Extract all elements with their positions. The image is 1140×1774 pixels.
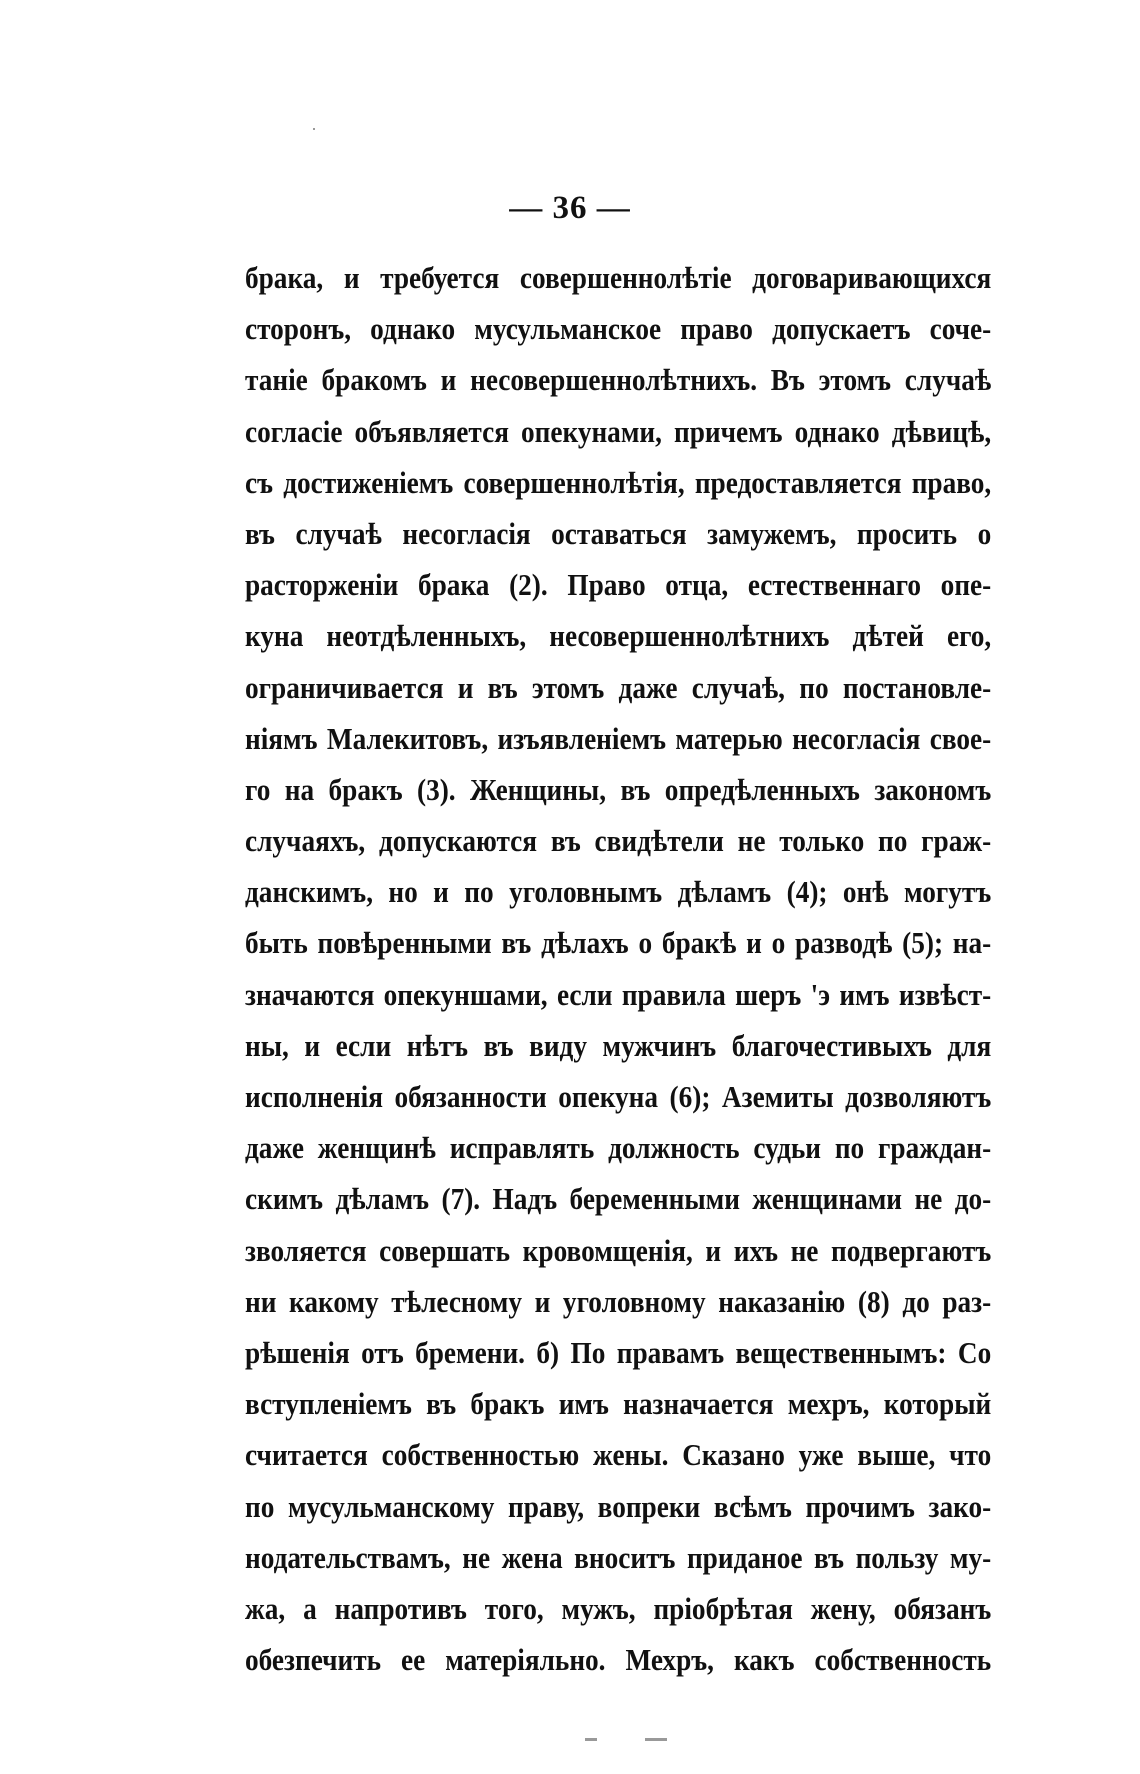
page-number: — 36 — [509, 190, 631, 226]
text-line: таніе бракомъ и несовершеннолѣтнихъ. Въ этомъ случаѣ [245, 362, 992, 398]
scan-speck [585, 1738, 597, 1741]
text-line: расторженіи брака (2). Право отца, естественнаго опе- [245, 567, 992, 603]
text-line: вступленіемъ въ бракъ имъ назначается мехръ, который [245, 1386, 992, 1422]
text-line: по мусульманскому праву, вопреки всѣмъ прочимъ зако- [245, 1488, 992, 1524]
text-line: ни какому тѣлесному и уголовному наказанію (8) до раз- [245, 1283, 992, 1319]
text-line: го на бракъ (3). Женщины, въ опредѣленныхъ закономъ [245, 771, 992, 807]
text-line: съ достиженіемъ совершеннолѣтія, предоставляется право, [245, 464, 992, 500]
text-line: считается собственностью жены. Сказано уже выше, что [245, 1437, 992, 1473]
text-line: ограничивается и въ этомъ даже случаѣ, по постановле- [245, 669, 992, 705]
text-line: жа, а напротивъ того, мужъ, пріобрѣтая жену, обязанъ [245, 1590, 992, 1626]
scan-speck [313, 128, 315, 130]
text-line: нодательствамъ, не жена вноситъ приданое въ пользу му- [245, 1539, 992, 1575]
body-text [245, 252, 991, 1685]
text-line: быть повѣренными въ дѣлахъ о бракѣ и о разводѣ (5); на- [245, 925, 992, 961]
text-line: обезпечить ее матеріяльно. Мехръ, какъ собственность [245, 1642, 992, 1678]
text-line: согласіе объявляется опекунами, причемъ однако дѣвицѣ, [245, 413, 992, 449]
text-line: данскимъ, но и по уголовнымъ дѣламъ (4); онѣ могутъ [245, 874, 992, 910]
text-line: значаются опекуншами, если правила шеръ 'э имъ извѣст- [245, 976, 992, 1012]
text-line: ніямъ Малекитовъ, изъявленіемъ матерью несогласія свое- [245, 720, 992, 756]
scan-speck [645, 1738, 667, 1741]
text-line: даже женщинѣ исправлять должность судьи по граждан- [245, 1130, 992, 1166]
text-line: зволяется совершать кровомщенія, и ихъ не подвергаютъ [245, 1232, 992, 1268]
text-line: случаяхъ, допускаются въ свидѣтели не только по граж- [245, 823, 992, 859]
text-line: рѣшенія отъ бремени. б) По правамъ вещественнымъ: Со [245, 1334, 992, 1370]
text-line: брака, и требуется совершеннолѣтіе договаривающихся [245, 260, 992, 295]
text-line: куна неотдѣленныхъ, несовершеннолѣтнихъ дѣтей его, [245, 618, 992, 654]
text-line: въ случаѣ несогласія оставаться замужемъ, просить о [245, 515, 992, 551]
text-line: скимъ дѣламъ (7). Надъ беременными женщинами не до- [245, 1181, 992, 1217]
text-line: ны, и если нѣтъ въ виду мужчинъ благочестивыхъ для [245, 1027, 992, 1063]
text-line: сторонъ, однако мусульманское право допускаетъ соче- [245, 311, 992, 347]
text-line: исполненія обязанности опекуна (6); Аземиты дозволяютъ [245, 1079, 992, 1114]
